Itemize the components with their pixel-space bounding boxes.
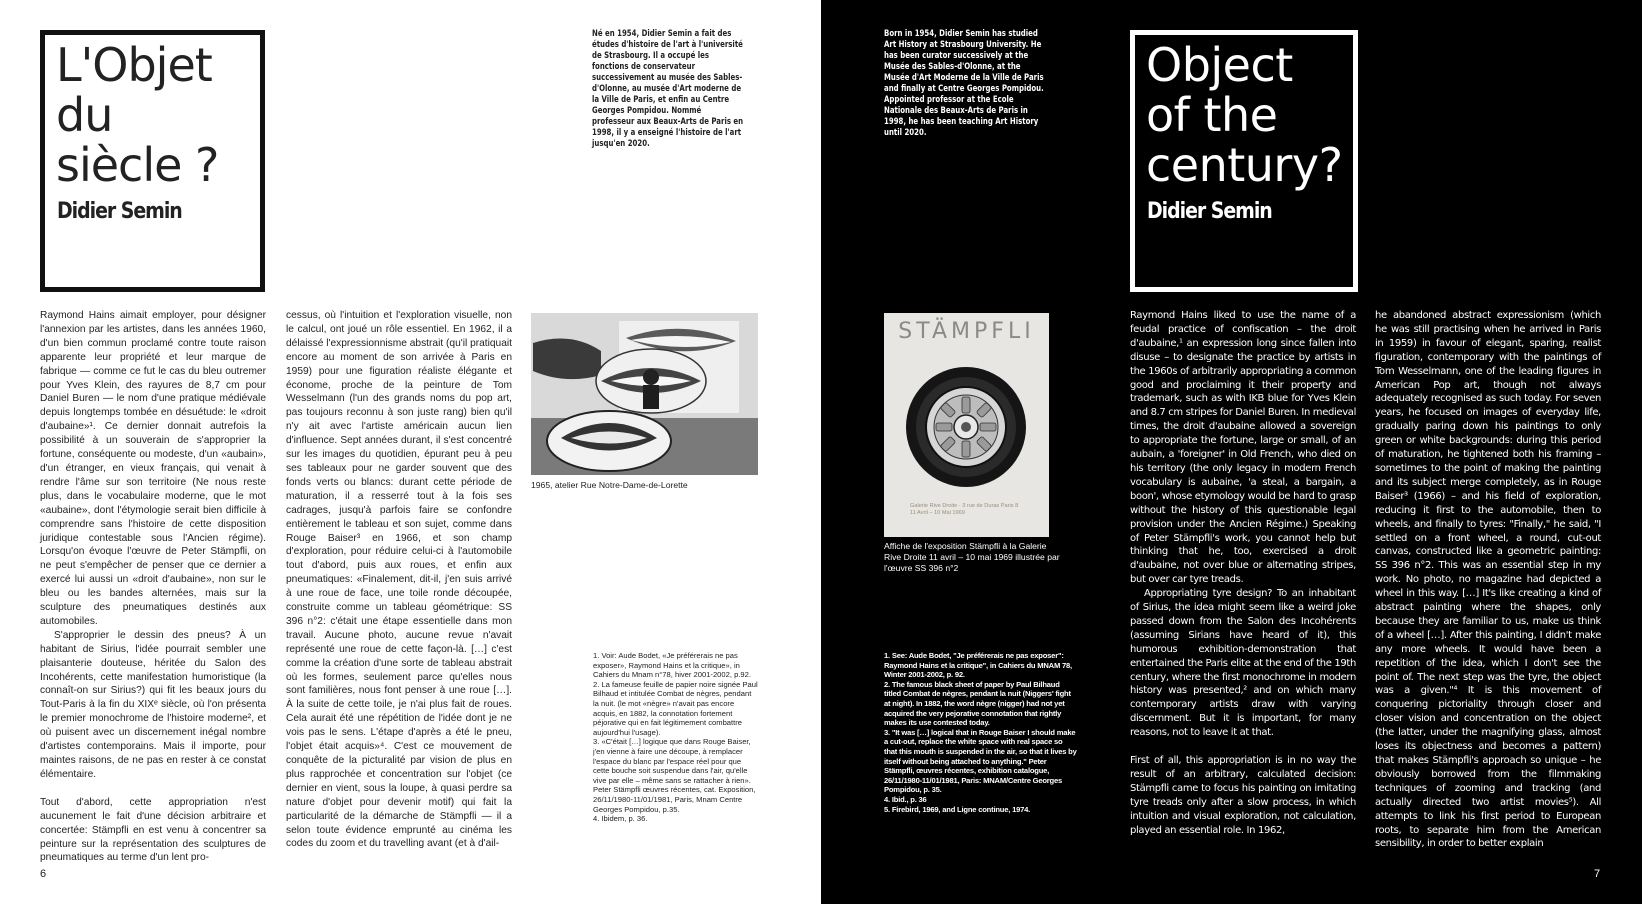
author-bio-fr: Né en 1954, Didier Semin a fait des études d'histoire de l'art à l'université de Strasbourg. Il a occupé les fonctions de conservateur successivement au musée des Sables-d'Olonne, au musée d'Art moderne de la Ville de Paris, et enfin au Centre Georges Pompidou. Nommé professeur aux Beaux-Arts de Paris en 1998, il y a enseigné l'histoire de l'art jusqu'en 2020.	[592, 29, 744, 149]
article-title-fr: L'Objet du siècle ?	[56, 38, 219, 192]
studio-photo-image	[531, 313, 758, 475]
body-column-1-en	[1130, 309, 1356, 836]
exhibition-poster	[884, 313, 1049, 537]
footnote: 2. La fameuse feuille de papier noire signée Paul Bilhaud et intitulée Combat de nègres, pendant la nuit. (le mot «nègre» n'avait pas encore acquis, en 1882, la connotation fortement péjorative qui en fait légitimement combattre aujourd'hui l'usage).	[593, 679, 758, 737]
article-title-en: Object of the century?	[1146, 38, 1343, 192]
paragraph: he abandoned abstract expressionism (which he was still practising when he arrived in Paris in 1959) in favour of elegant, sparing, realist figuration, contemporary with the paintings of Tom Wesselmann, one of the leading figures in American Pop art, though not always adequately recognised as such today. For seven years, he focused on images of everyday life, gradually paring down his paintings to only green or white backgrounds: during this period of maturation, he tightened both his framing – sometimes to the point of making the painting and its subject merge completely, as in Rouge Baiser³ (1966) – and his field of exploration, reducing it first to the automobile, then to wheels, and finally to tyres: "Finally," he said, "I settled on a front wheel, a round, cut-out canvas, constructed like a geometric painting: SS 396 n°2. This was an essential step in my work. No photo, no magazine had depicted a wheel in this way. […] It's like creating a kind of abstract painting where the shapes, only because they are familiar to us, make us think of a wheel […]. After this painting, I didn't make any more wheels. It would have been a repetition of the idea, which I don't see the point of. The next step was the tyre, the object was a given."⁴ It is this movement of conquering pictoriality through closer and closer vision and concentration on the object (the latter, under the magnifying glass, almost loses its objectness and becomes a pattern) that makes Stämpfli's approach so unique – he obviously borrowed from the filmmaking techniques of zooming and tracking (and actually directed two artist movies⁵). All attempts to link his first period to European roots, to separate him from the American sensibility, in order to better explain	[1375, 310, 1601, 850]
paragraph: Tout d'abord, cette appropriation n'est aucunement le fait d'une décision arbitraire et concertée: Stämpfli en est venu à concentrer sa peinture sur la représentation des sculptures de pneumatiques au terme d'un lent pro-	[40, 796, 266, 864]
body-column-1-fr	[40, 309, 266, 864]
paragraph: cessus, où l'intuition et l'exploration visuelle, non le calcul, ont joué un rôle essentiel. En 1962, il a délaissé l'expressionnisme abstrait (qu'il pratiquait encore au moment de son arrivée à Paris en 1959) pour une figuration réaliste élégante et économe, proche de la peinture de Tom Wesselmann (l'un des grands noms du pop art, pas toujours reconnu à son juste rang) bien qu'il n'y ait avec l'artiste américain aucun lien d'influence. Sept années durant, il s'est concentré sur les images du quotidien, épurant peu à peu ses tableaux pour ne garder souvent que des fonds verts ou blancs: durant cette période de maturation, il a resserré tout à la fois ses cadrages, jusqu'à parfois faire se confondre entièrement le tableau et son sujet, comme dans Rouge Baiser³ en 1966, et son champ d'exploration, pour réduire celui-ci à l'automobile tout d'abord, puis aux roues, et enfin aux pneumatiques: «Finalement, dit-il, j'en suis arrivé à une roue de face, une toile ronde découpée, construite comme un tableau géométrique: SS 396 n°2: c'était une étape essentielle dans mon travail. Aucune photo, aucune revue n'avait représenté une roue de cette façon-là. […] c'est comme la création d'une sorte de tableau abstrait où les formes, seulement parce qu'elles nous sont familières, nous font penser à une roue […]. À la suite de cette toile, je n'ai plus fait de roues. Cela aurait été une répétition de l'idée dont je ne vois pas le sens. L'étape d'après a été le pneu, l'objet était acquis»⁴. C'est ce mouvement de conquête de la picturalité par vision de plus en plus rapprochée et concentration sur l'objet (ce dernier en vient, sous la loupe, à quasi perdre sa nature d'objet pour devenir motif) qui fait la particularité de la démarche de Stämpfli — il a selon toute évidence emprunté au cinéma les codes du zoom et du travelling avant (et à d'ail-	[286, 310, 512, 850]
poster-footer: Galerie Rive Droite · 3 rue de Duras Paris 8 11 Avril – 10 Mai 1969	[910, 503, 1019, 517]
author-bio-en: Born in 1954, Didier Semin has studied Art History at Strasbourg University. He has been curator successively at the Musée des Sables-d'Olonne, at the Musée d'Art Moderne de la Ville de Paris and finally at Centre Georges Pompidou. Appointed professor at the Ecole Nationale des Beaux-Arts de Paris in 1998, he has been teaching Art History until 2020.	[884, 29, 1044, 138]
author-name-fr: Didier Semin	[57, 199, 182, 224]
paragraph: S'approprier le dessin des pneus? À un habitant de Sirius, l'idée pourrait sembler une plaisanterie douteuse, héritée du Salon des Incohérents, cette manifestation humoristique (la connaît-on sur Sirius?) qui fit les beaux jours du Tout-Paris à la fin du XIXᵉ siècle, où l'on présenta le premier monochrome de l'histoire moderne², et où puisent avec un discernement inégal nombre d'artistes contemporains. Mais il importe, pour maintes raisons, de ne pas en rester à ce constat élémentaire.	[40, 629, 266, 780]
footnote: 4. Ibid., p. 36	[884, 794, 927, 804]
paragraph: Raymond Hains aimait employer, pour désigner l'annexion par les artistes, dans les années 1960, d'un bien commun proclamé contre toute raison apparente leur propriété et leur marque de fabrique — comme ce fut le cas du bleu outremer pour Yves Klein, des rayures de 8,7 cm pour Daniel Buren — le nom d'une pratique médiévale depuis longtemps tombée en désuétude: le «droit d'aubaine»¹. Ce dernier donnait autrefois la possibilité à un souverain de s'approprier la fortune, conséquente ou modeste, d'un «aubain», d'un étranger, en vieux français, qui venait à rendre l'âme sur son territoire (Ne nous reste plus, dans le vocabulaire moderne, que le mot «aubaine», dont l'étymologie serait bien difficile à comprendre sans l'histoire de cette disposition juridique contestable sous l'Ancien régime). Lorsqu'on évoque l'œuvre de Peter Stämpfli, on ne peut s'empêcher de penser que ce dernier a exercé lui aussi un «droit d'aubaine», non sur le bleu ou les bandes alternées, mais sur la sculpture des pneumatiques destinés aux automobiles.	[40, 310, 266, 627]
footnote: 4. Ibidem, p. 36.	[593, 814, 648, 824]
footnote: 1. See: Aude Bodet, "Je préférerais ne pas exposer": Raymond Hains et la critique", in Cahiers du MNAM 78, Winter 2001-2002, p. 92.	[884, 651, 1072, 680]
right-page	[821, 0, 1642, 904]
poster-caption: Affiche de l'exposition Stämpfli à la Galerie Rive Droite 11 avril – 10 mai 1969 illustrée par l'œuvre SS 396 n°2	[884, 541, 1060, 573]
footnote: 1. Voir: Aude Bodet, «Je préférerais ne pas exposer», Raymond Hains et la critique», in Cahiers du Mnam n°78, hiver 2001-2002, p.92.	[593, 651, 751, 680]
poster-title: STÄMPFLI	[898, 319, 1035, 344]
footnote: 3. "It was […] logical that in Rouge Baiser I should make a cut-out, replace the white space with real space so that this mouth is suspended in the air, so that it lives by itself without being attached to anything." Peter Stämpfli, œuvres récentes, exhibition catalogue, 26/11/1980-11/01/1981, Paris: MNAM/Centre Georges Pompidou, p. 35.	[884, 727, 1077, 795]
footnotes-en	[884, 651, 1077, 814]
studio-photo	[531, 313, 758, 475]
footnote: 5. Firebird, 1969, and Ligne continue, 1974.	[884, 804, 1031, 814]
author-name-en: Didier Semin	[1147, 199, 1272, 224]
footnote: 3. «C'était […] logique que dans Rouge Baiser, j'en vienne à faire une découpe, à remplacer l'espace du blanc par l'espace réel pour que cette bouche soit suspendue dans l'air, qu'elle vive par elle – même sans se rattacher à rien». Peter Stämpfli œuvres récentes, cat. Exposition, 26/11/1980-11/01/1981, Paris, Mnam Centre Georges Pompidou, p.35.	[593, 737, 756, 814]
paragraph: Appropriating tyre design? To an inhabitant of Sirius, the idea might seem like a weird joke passed down from the Salon des Incohérents (assuming Sirians have heard of it), this humorous exhibition-demonstration that entertained the Paris elite at the end of the 19th century, where the first monochrome in modern history was presented,² and on which many contemporary artists draw with varying discernment. But it is important, for many reasons, not to leave it at that.	[1130, 588, 1356, 739]
body-column-2-en	[1375, 309, 1601, 850]
footnote: 2. The famous black sheet of paper by Paul Bilhaud titled Combat de nègres, pendant la nuit (Niggers' fight at night). In 1882, the word nègre (nigger) had not yet acquired the very pejorative connotation that rightly makes its use contested today.	[884, 679, 1071, 728]
title-box-fr	[40, 30, 265, 292]
title-box-en	[1130, 30, 1358, 292]
page-number-right: 7	[1594, 868, 1601, 880]
paragraph: First of all, this appropriation is in no way the result of an arbitrary, calculated decision: Stämpfli came to focus his painting on imitating tyre treads only after a slow process, in which intuition and visual exploration, not calculation, played an essential role. In 1962,	[1130, 755, 1356, 836]
page-number-left: 6	[40, 868, 47, 880]
body-column-2-fr	[286, 309, 512, 850]
footnotes-fr	[593, 651, 758, 824]
paragraph: Raymond Hains liked to use the name of a feudal practice of confiscation – the droit d'aubaine,¹ an expression long since fallen into disuse – to designate the practice by artists in the 1960s of arbitrarily appropriating a common good and proclaiming it their property and trademark, such as with IKB blue for Yves Klein and 8.7 cm stripes for Daniel Buren. In medieval times, the droit d'aubaine allowed a sovereign to appropriate the fortune, large or small, of an aubain, a 'foreigner' in Old French, who died on his territory (the only legacy in modern French vocabulary is aubaine, 'a steal, a bargain, a boon', whose etymology would be hard to grasp without the history of this questionable legal provision under the Ancien Régime.) Speaking of Peter Stämpfli's work, you cannot help but thinking that he, too, exercised a droit d'aubaine, not over blue or alternating stripes, but over car tyre treads.	[1130, 310, 1356, 586]
photo-caption: 1965, atelier Rue Notre-Dame-de-Lorette	[531, 480, 688, 490]
